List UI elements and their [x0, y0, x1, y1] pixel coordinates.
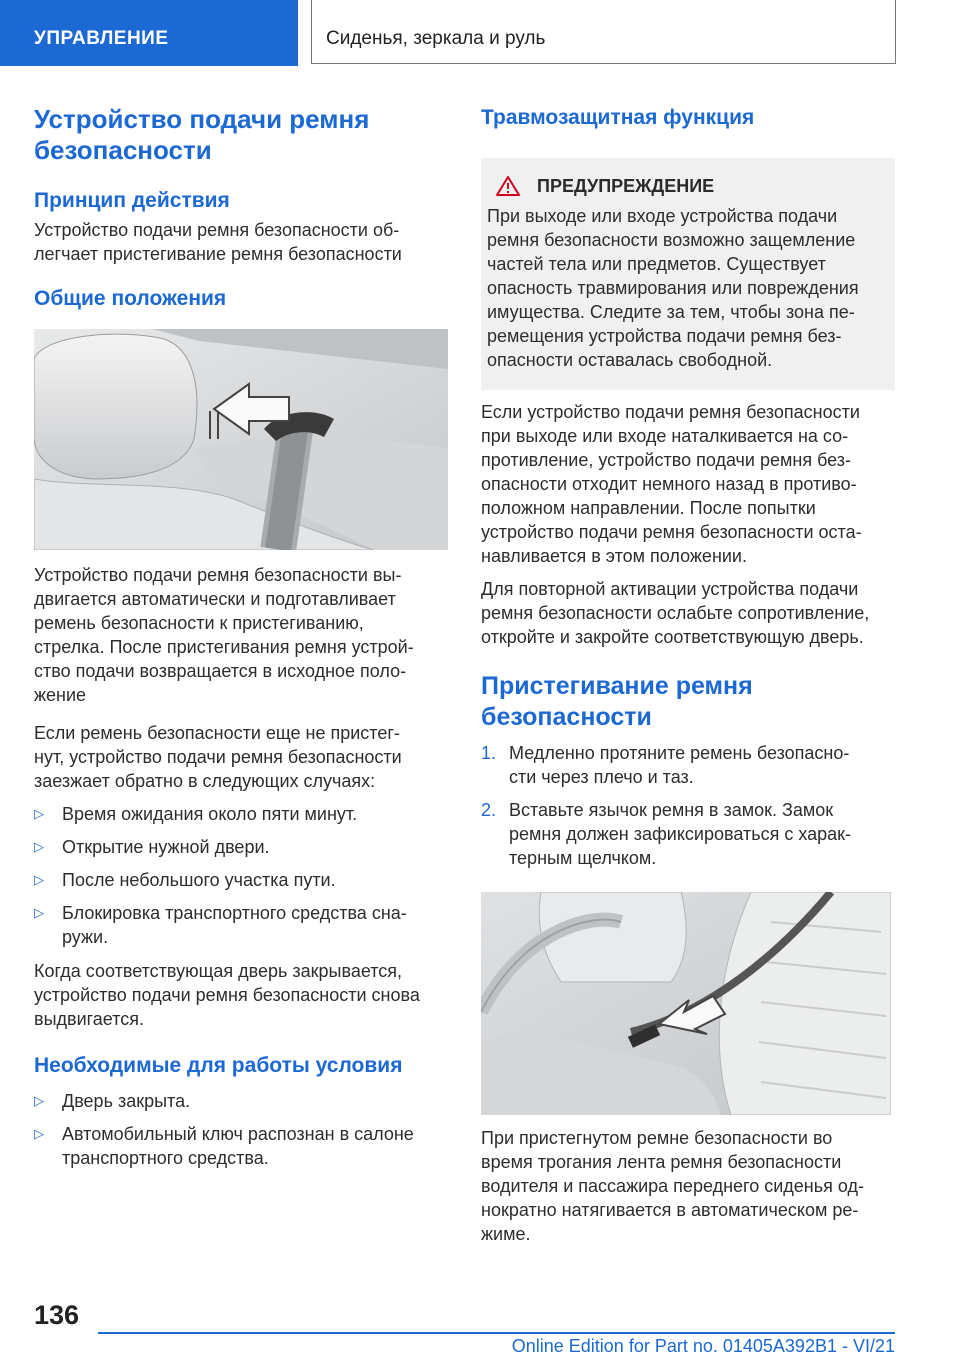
principle-text: Устройство подачи ремня безопасности об- легчает пристегивание ремня безопасности [34, 220, 402, 264]
reactivation-paragraph: Для повторной активации устройства подачи ремня безопасности ослабьте сопротивление, откройте и закройте соответствующую дверь. [481, 579, 870, 647]
operating-conditions-list [34, 1089, 448, 1170]
principle-heading: Принцип действия [34, 189, 230, 212]
warning-title: ПРЕДУПРЕЖДЕНИЕ [537, 175, 715, 196]
triangle-bullet-icon: ▷ [34, 806, 44, 821]
step-item: 2. Вставьте язычок ремня в замок. Замок ремня должен зафиксироваться с харак- терным щелчком. [481, 800, 852, 868]
warning-box [481, 158, 895, 390]
step-item: 1. Медленно протяните ремень безопасно- сти через плечо и таз. [481, 743, 850, 787]
warning-triangle-icon [495, 175, 521, 197]
belt-feeder-image [34, 329, 448, 550]
page-number: 136 [34, 1300, 80, 1330]
chapter-title: Сиденья, зеркала и руль [311, 0, 896, 64]
list-item: ▷ Открытие нужной двери. [34, 837, 270, 857]
list-item: ▷ После небольшого участка пути. [34, 870, 336, 890]
page-header [0, 0, 960, 66]
page-footer [0, 1300, 960, 1362]
belt-buckle-image [481, 892, 891, 1115]
caption-2: При пристегнутом ремне безопасности во время трогания лента ремня безопасности водителя и пассажира переднего сиденья од- нократно натягивается в автоматическом ре- жиме. [481, 1128, 864, 1244]
triangle-bullet-icon: ▷ [34, 1093, 44, 1108]
page-title: Устройство подачи ремня безопасности [34, 104, 370, 165]
triangle-bullet-icon: ▷ [34, 872, 44, 887]
retract-paragraph: Если ремень безопасности еще не пристег- нут, устройство подачи ремня безопасности заезжает обратно в следующих случаях: [34, 723, 402, 791]
protection-heading: Травмозащитная функция [481, 106, 755, 129]
triangle-bullet-icon: ▷ [34, 839, 44, 854]
edition-label: Online Edition for Part no. 01405A392B1 - VI/21 [511, 1336, 895, 1356]
conditions-heading: Необходимые для работы условия [34, 1054, 403, 1077]
general-heading: Общие положения [34, 287, 227, 310]
headrest-illustration [34, 329, 448, 550]
list-item: ▷ Время ожидания около пяти минут. [34, 804, 358, 824]
footer-divider [98, 1332, 895, 1334]
list-item: ▷ Автомобильный ключ распознан в салоне транспортного средства. [34, 1124, 414, 1168]
buckle-illustration [481, 892, 891, 1115]
fasten-steps [481, 741, 895, 870]
retract-conditions-list [34, 802, 448, 949]
warning-header [487, 172, 889, 200]
resistance-paragraph: Если устройство подачи ремня безопасности при выходе или входе наталкивается на со- противление, устройство подачи ремня без- опасности отходит немного назад в противо- положном направлении. После попытки устройство подачи ремня безопасности оста- навливается в этом положении. [481, 402, 862, 566]
right-column [481, 104, 895, 1246]
caption-1: Устройство подачи ремня безопасности вы- двигается автоматически и подготавливает ремень безопасности к пристегиванию, стрелка. После пристегивания ремня устрой- ство подачи возвращается в исходное поло- жение [34, 565, 414, 705]
section-tab: УПРАВЛЕНИЕ [0, 0, 298, 66]
fasten-heading: Пристегивание ремня безопасности [481, 672, 753, 731]
list-item: ▷ Дверь закрыта. [34, 1091, 191, 1111]
triangle-bullet-icon: ▷ [34, 905, 44, 920]
list-item: ▷ Блокировка транспортного средства сна- ружи. [34, 903, 407, 947]
triangle-bullet-icon: ▷ [34, 1126, 44, 1141]
extend-paragraph: Когда соответствующая дверь закрывается, устройство подачи ремня безопасности снова выдвигается. [34, 961, 420, 1029]
left-column [34, 104, 448, 1170]
warning-text: При выходе или входе устройства подачи ремня безопасности возможно защемление частей тела или предметов. Существует опасность травмирования или повреждения имущества. Следите за тем, чтобы зона пе- ремещения устройства подачи ремня без- опасности оставалась свободной. [487, 206, 859, 370]
